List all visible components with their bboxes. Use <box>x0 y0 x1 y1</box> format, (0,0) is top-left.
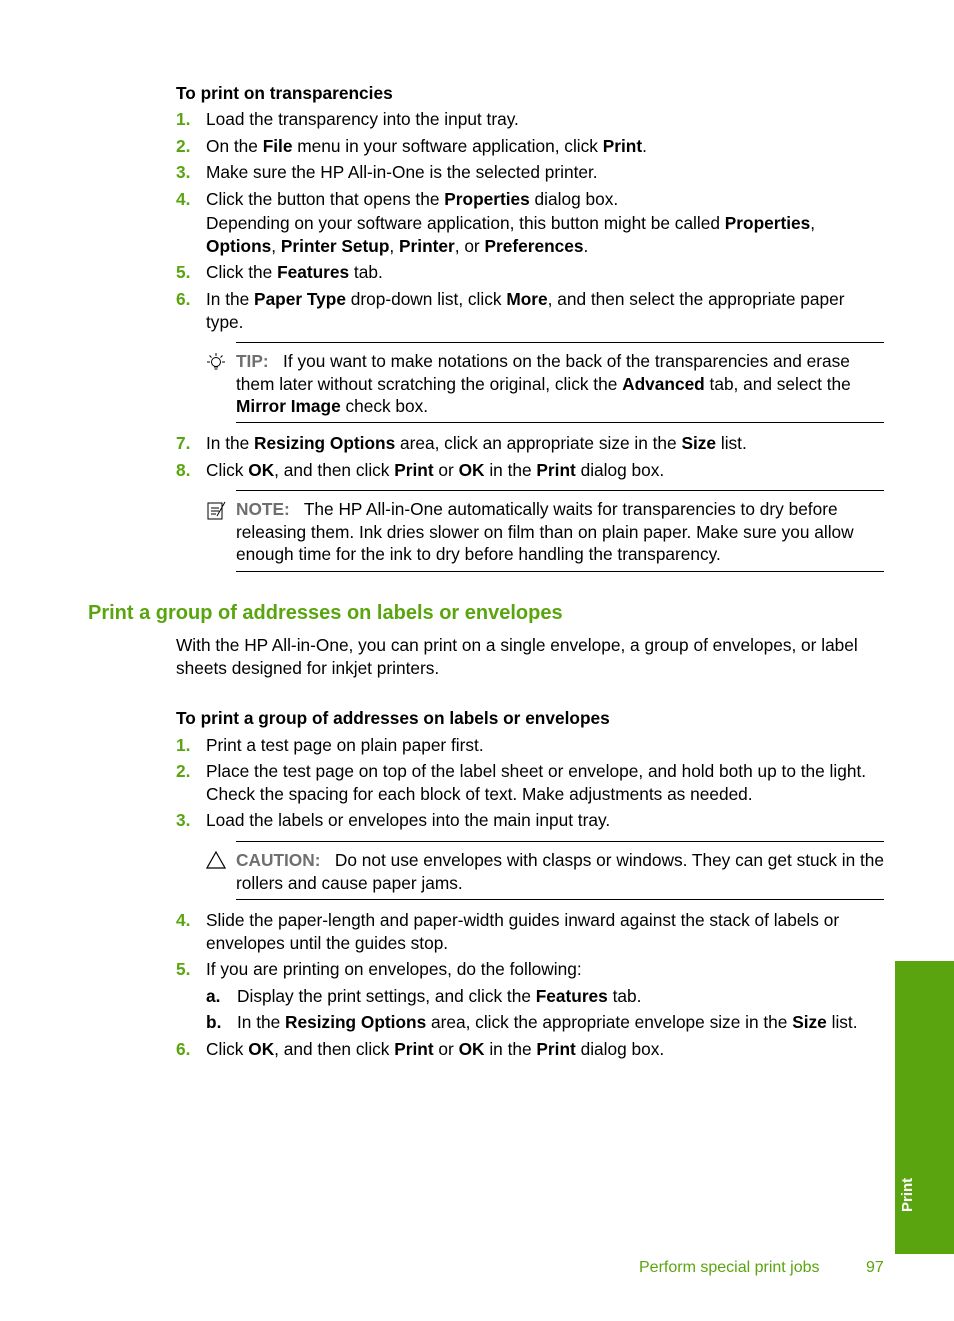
step-text: Load the transparency into the input tray. <box>206 109 519 129</box>
step-number: 3. <box>176 810 191 830</box>
section-heading: Print a group of addresses on labels or envelopes <box>88 602 563 624</box>
step-text: Click the button that opens the Properties dialog box. <box>206 189 619 209</box>
chapter-side-tab-label: Print <box>899 1177 916 1212</box>
footer-page-number: 97 <box>866 1259 884 1276</box>
step-text: In the Paper Type drop-down list, click More, and then select the appropriate paper type. <box>206 289 845 332</box>
caution-text <box>236 849 886 894</box>
ui-term: Mirror Image <box>236 396 341 416</box>
ui-term: Resizing Options <box>285 1012 427 1032</box>
step-number: 8. <box>176 460 191 480</box>
tip-label: TIP: <box>236 351 269 371</box>
ui-term: OK <box>248 1039 275 1059</box>
step-number: 5. <box>176 959 191 979</box>
step-continuation: Depending on your software application, this button might be called Properties, Options, Printer Setup, Printer, or Preferences. <box>206 213 816 256</box>
ui-term: Printer <box>399 235 455 256</box>
step-number: 6. <box>176 289 191 309</box>
ui-term: Print <box>536 460 576 480</box>
note-icon <box>206 500 226 522</box>
step-number: 4. <box>176 189 191 209</box>
note-bottom-rule <box>236 571 884 572</box>
step-number: 2. <box>176 761 191 781</box>
step-text: On the File menu in your software application, click Print. <box>206 136 647 156</box>
tip-text <box>236 350 886 418</box>
step-number: 1. <box>176 109 191 129</box>
caution-top-rule <box>236 841 884 842</box>
substep-text: In the Resizing Options area, click the appropriate envelope size in the Size list. <box>237 1012 858 1032</box>
ui-term: File <box>262 136 293 156</box>
procedure-title-transparencies: To print on transparencies <box>176 83 393 103</box>
ui-term: Properties <box>444 189 530 209</box>
step-text: In the Resizing Options area, click an appropriate size in the Size list. <box>206 433 747 453</box>
step-number: 1. <box>176 735 191 755</box>
ui-term: Advanced <box>622 373 705 394</box>
ui-term: Preferences <box>484 235 584 256</box>
step-number: 3. <box>176 162 191 182</box>
step-text: Slide the paper-length and paper-width guides inward against the stack of labels or envelopes until the guides stop. <box>206 910 840 953</box>
step-text: Click OK, and then click Print or OK in the Print dialog box. <box>206 1039 665 1059</box>
caution-triangle-icon <box>206 850 226 872</box>
substep-letter: b. <box>206 1012 222 1032</box>
step-text: Click OK, and then click Print or OK in the Print dialog box. <box>206 460 665 480</box>
ui-term: Print <box>394 460 434 480</box>
ui-term: Print <box>602 136 643 156</box>
ui-term: Printer Setup <box>280 235 390 256</box>
note-body: The HP All-in-One automatically waits for transparencies to dry before releasing them. Ink dries slower on film than on plain paper. Make sure you allow enough time for the ink to dry before handling the transparency. <box>236 499 854 564</box>
footer-section-title: Perform special print jobs <box>639 1259 820 1276</box>
step-number: 6. <box>176 1039 191 1059</box>
substep-text: Display the print settings, and click the Features tab. <box>237 986 642 1006</box>
lightbulb-icon <box>206 352 226 374</box>
ui-term: Size <box>792 1012 827 1032</box>
substep-letter: a. <box>206 986 221 1006</box>
ui-term: OK <box>248 460 275 480</box>
ui-term: Features <box>277 262 350 282</box>
ui-term: OK <box>458 460 485 480</box>
caution-label: CAUTION: <box>236 850 321 870</box>
step-text: Click the Features tab. <box>206 262 383 282</box>
step-text: Print a test page on plain paper first. <box>206 735 484 755</box>
ui-term: More <box>506 289 548 309</box>
ui-term: Size <box>681 433 717 453</box>
step-text: Make sure the HP All-in-One is the selected printer. <box>206 162 598 182</box>
substep-letter-a: a <box>206 986 216 1006</box>
ui-term: Paper Type <box>254 289 346 309</box>
step-text: Place the test page on top of the label sheet or envelope, and hold both up to the light. Check the spacing for each block of text. Make adjustments as needed. <box>206 761 867 804</box>
intro-paragraph: With the HP All-in-One, you can print on a single envelope, a group of envelopes, or label sheets designed for inkjet printers. <box>176 635 858 678</box>
tip-top-rule <box>236 342 884 343</box>
ui-term: Print <box>394 1039 434 1059</box>
step-text: If you are printing on envelopes, do the following: <box>206 959 582 979</box>
tip-body: If you want to make notations on the back of the transparencies and erase them later without scratching the original, click the Advanced tab, and select the Mirror Image check box. <box>236 351 851 416</box>
caution-body: Do not use envelopes with clasps or windows. They can get stuck in the rollers and cause paper jams. <box>236 850 885 893</box>
step-number: 4. <box>176 910 191 930</box>
procedure-title-labels: To print a group of addresses on labels or envelopes <box>176 708 610 728</box>
substep-letter-b: b <box>206 1012 217 1032</box>
ui-term: OK <box>458 1039 485 1059</box>
note-label: NOTE: <box>236 499 290 519</box>
step-text: Load the labels or envelopes into the main input tray. <box>206 810 611 830</box>
caution-bottom-rule <box>236 899 884 900</box>
tip-bottom-rule <box>236 422 884 423</box>
step-number: 2. <box>176 136 191 156</box>
note-text <box>236 498 886 566</box>
step-number: 5. <box>176 262 191 282</box>
ui-term: Print <box>536 1039 576 1059</box>
ui-term: Options <box>206 235 272 256</box>
step-number: 7. <box>176 433 191 453</box>
note-top-rule <box>236 490 884 491</box>
ui-term: Resizing Options <box>254 433 396 453</box>
ui-term: Properties <box>724 213 811 233</box>
ui-term: Features <box>535 986 608 1006</box>
